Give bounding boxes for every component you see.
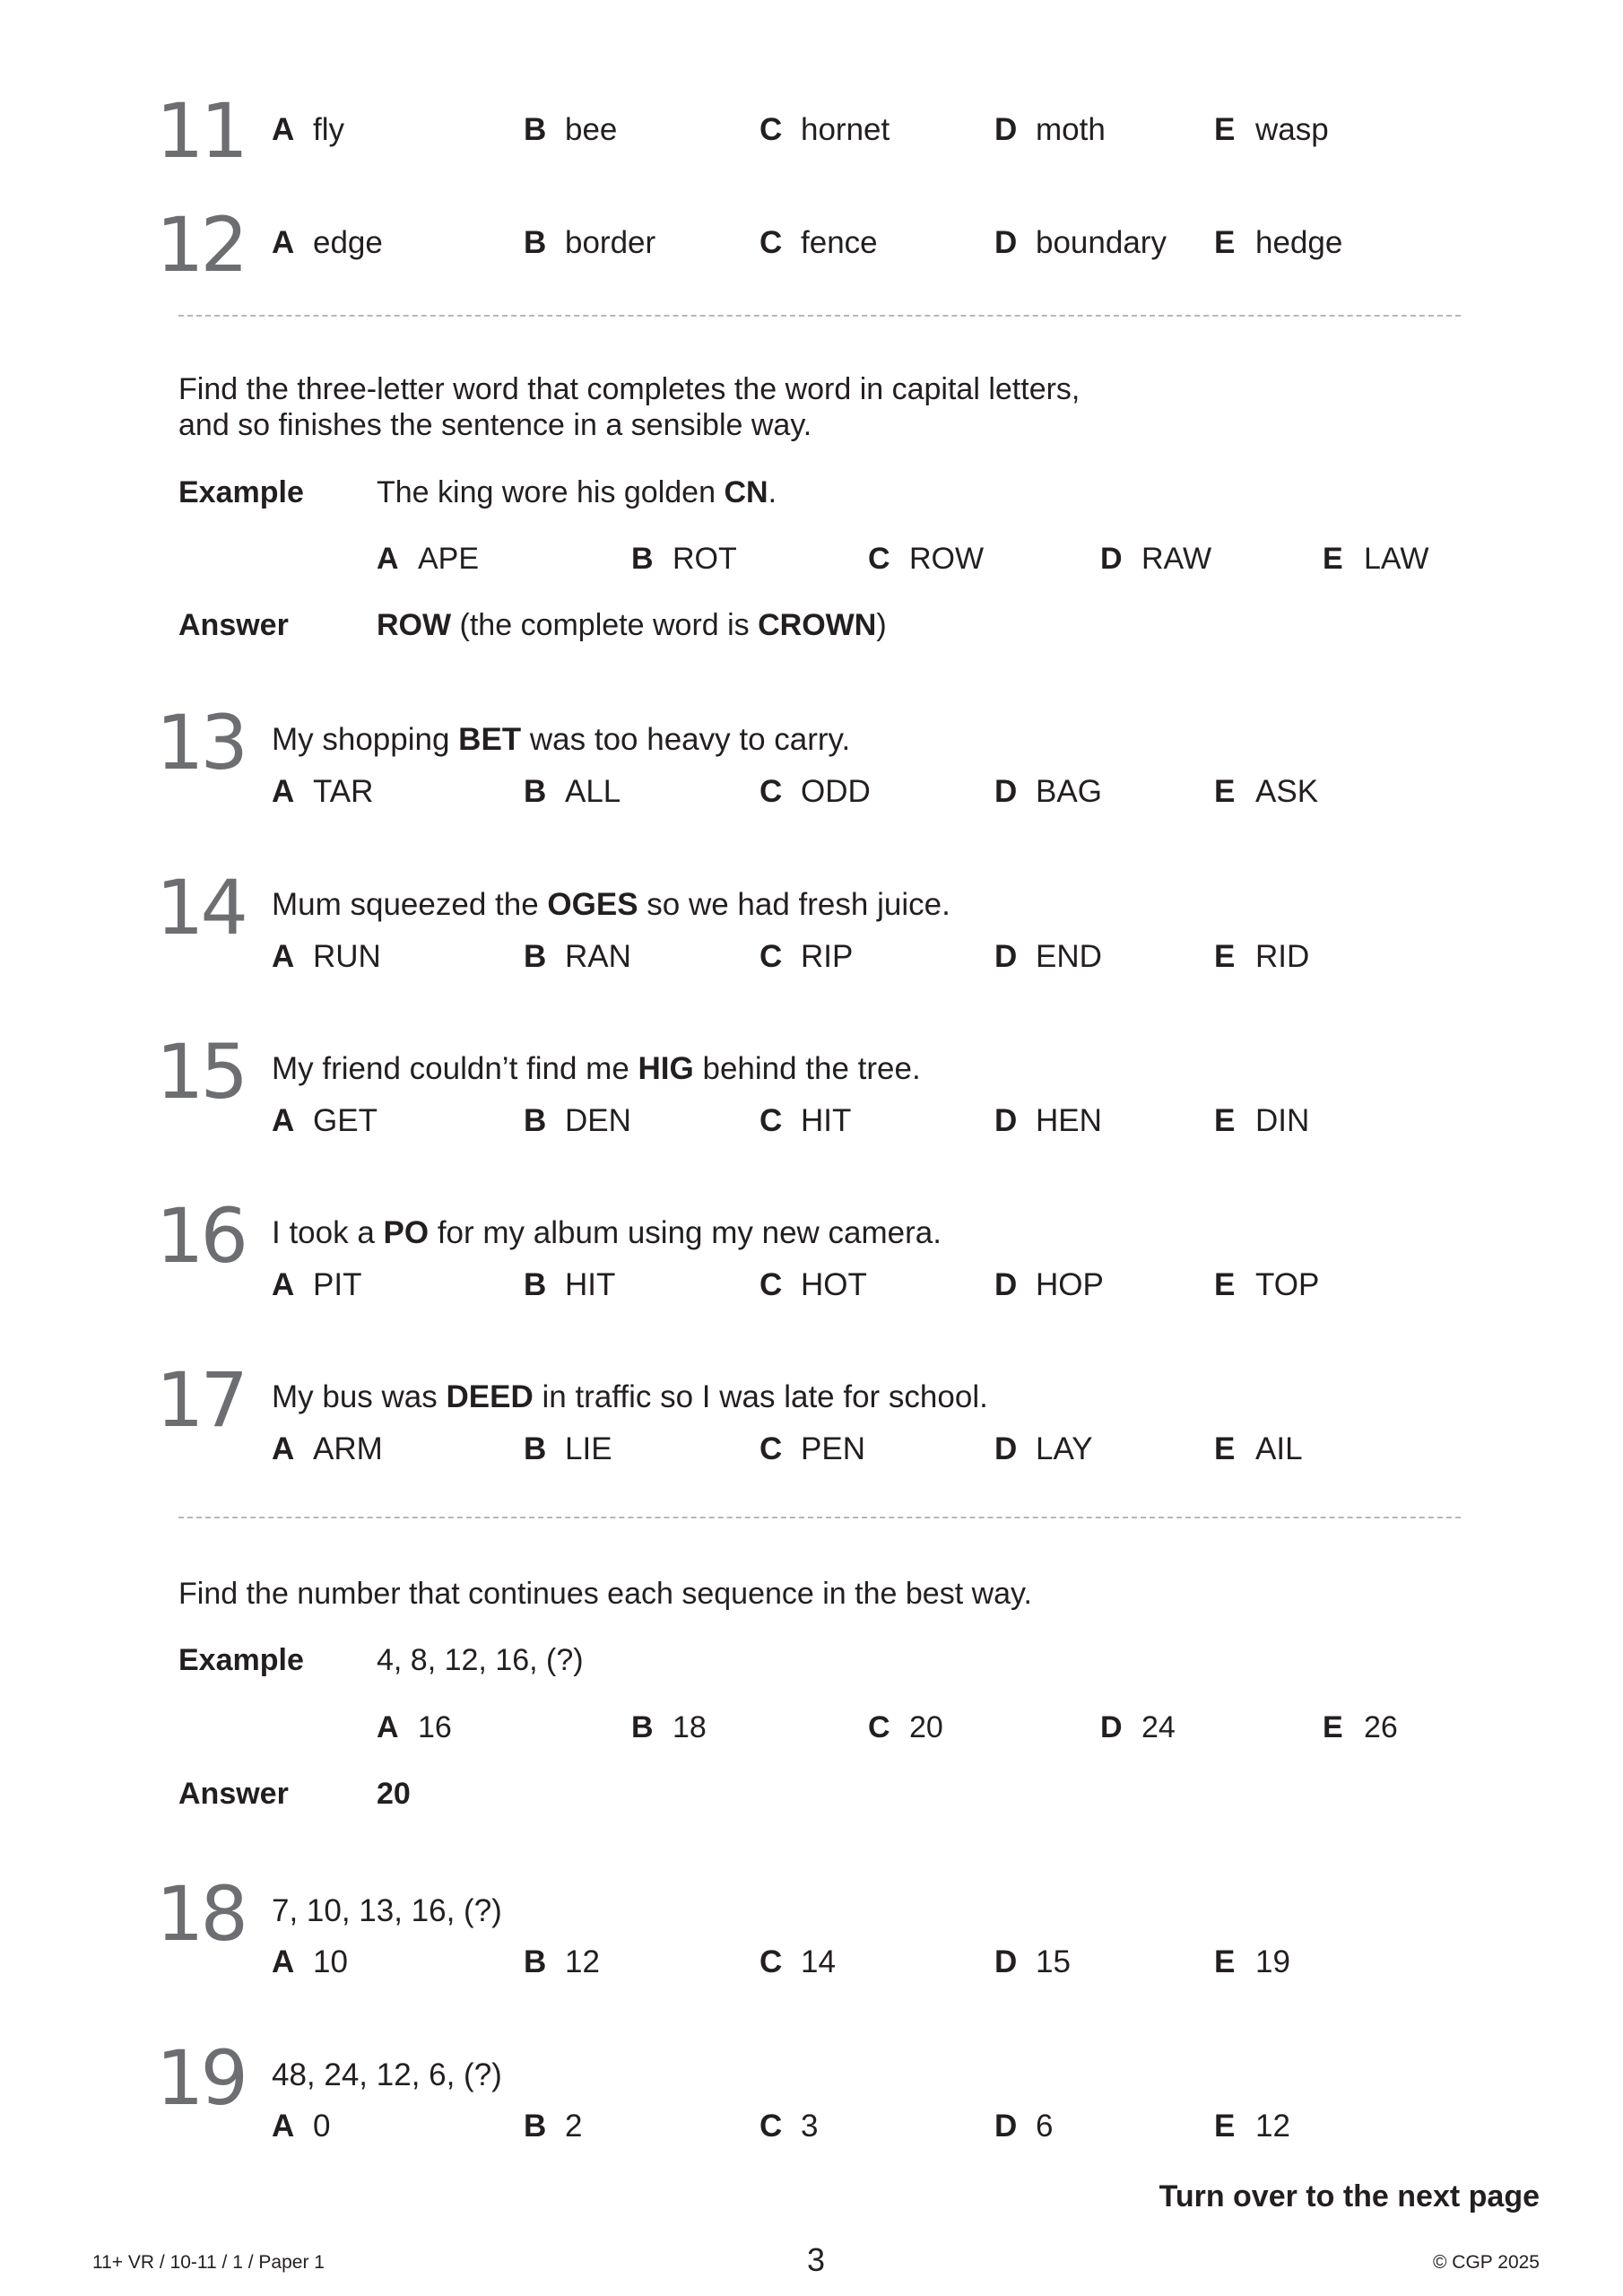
option-b[interactable]: B bee — [524, 112, 618, 147]
question-number: 12 — [156, 201, 245, 289]
option-d[interactable]: D BAG — [994, 774, 1102, 809]
option-d[interactable]: D 15 — [994, 1944, 1071, 1979]
question-number: 15 — [156, 1028, 245, 1116]
question-number: 14 — [156, 864, 245, 952]
option-d[interactable]: D HEN — [994, 1103, 1102, 1138]
paper-code: 11+ VR / 10-11 / 1 / Paper 1 — [92, 2252, 325, 2273]
option-d: D 24 — [1100, 1710, 1176, 1744]
option-d[interactable]: D 6 — [994, 2109, 1054, 2144]
option-b[interactable]: B RAN — [524, 939, 631, 974]
page-number: 3 — [806, 2241, 826, 2278]
question-number: 11 — [156, 87, 245, 175]
instruction-text: Find the number that continues each sequence in the best way. — [178, 1577, 1032, 1611]
option-a[interactable]: A PIT — [272, 1267, 362, 1302]
option-c: C 20 — [868, 1710, 943, 1744]
option-d: D RAW — [1100, 542, 1212, 576]
option-e: E LAW — [1323, 542, 1429, 576]
option-c[interactable]: C HIT — [759, 1103, 852, 1138]
question-sentence: My shopping BET was too heavy to carry. — [272, 722, 851, 757]
option-e[interactable]: E ASK — [1214, 774, 1319, 809]
option-b[interactable]: B 12 — [524, 1944, 600, 1979]
question-number: 16 — [156, 1192, 245, 1280]
question-sentence: My friend couldn’t find me HIG behind the tree. — [272, 1051, 921, 1086]
option-c[interactable]: C fence — [759, 225, 878, 260]
question-sentence: I took a PO for my album using my new camera. — [272, 1215, 942, 1250]
question-sentence: My bus was DEED in traffic so I was late for school. — [272, 1379, 988, 1414]
option-a[interactable]: A edge — [272, 225, 383, 260]
copyright-notice: © CGP 2025 — [1433, 2252, 1540, 2273]
option-a[interactable]: A RUN — [272, 939, 381, 974]
option-a[interactable]: A fly — [272, 112, 344, 147]
option-d[interactable]: D HOP — [994, 1267, 1104, 1302]
question-number: 18 — [156, 1870, 245, 1958]
example-sentence: The king wore his golden CN. — [377, 475, 777, 509]
example-sequence: 4, 8, 12, 16, (?) — [377, 1643, 584, 1677]
answer-label: Answer — [178, 1777, 289, 1811]
option-c: C ROW — [868, 542, 985, 576]
option-b[interactable]: B ALL — [524, 774, 621, 809]
option-d[interactable]: D END — [994, 939, 1102, 974]
option-c[interactable]: C PEN — [759, 1431, 865, 1466]
option-e[interactable]: E TOP — [1214, 1267, 1320, 1302]
option-c[interactable]: C 14 — [759, 1944, 836, 1979]
option-c[interactable]: C ODD — [759, 774, 871, 809]
option-b[interactable]: B border — [524, 225, 656, 260]
option-e[interactable]: E RID — [1214, 939, 1310, 974]
option-b[interactable]: B LIE — [524, 1431, 612, 1466]
option-b: B ROT — [631, 542, 737, 576]
option-a[interactable]: A GET — [272, 1103, 378, 1138]
option-a[interactable]: A 10 — [272, 1944, 348, 1979]
option-e[interactable]: E wasp — [1214, 112, 1329, 147]
option-a[interactable]: A TAR — [272, 774, 374, 809]
section-divider — [178, 315, 1461, 317]
option-d[interactable]: D LAY — [994, 1431, 1093, 1466]
turn-over-note: Turn over to the next page — [1159, 2179, 1540, 2213]
question-number: 13 — [156, 699, 245, 787]
option-d[interactable]: D boundary — [994, 225, 1167, 260]
example-label: Example — [178, 475, 304, 509]
example-label: Example — [178, 1643, 304, 1677]
option-b: B 18 — [631, 1710, 707, 1744]
option-c[interactable]: C 3 — [759, 2109, 819, 2144]
example-answer: 20 — [377, 1777, 411, 1811]
question-sequence: 7, 10, 13, 16, (?) — [272, 1893, 502, 1928]
option-e[interactable]: E 12 — [1214, 2109, 1290, 2144]
option-e: E 26 — [1323, 1710, 1398, 1744]
option-a[interactable]: A 0 — [272, 2109, 331, 2144]
question-sequence: 48, 24, 12, 6, (?) — [272, 2057, 502, 2092]
option-b[interactable]: B DEN — [524, 1103, 631, 1138]
question-number: 19 — [156, 2034, 245, 2122]
option-b[interactable]: B HIT — [524, 1267, 616, 1302]
example-answer: ROW (the complete word is CROWN) — [377, 608, 887, 642]
option-a: A APE — [377, 542, 480, 576]
option-a: A 16 — [377, 1710, 452, 1744]
option-b[interactable]: B 2 — [524, 2109, 583, 2144]
option-c[interactable]: C hornet — [759, 112, 890, 147]
option-c[interactable]: C HOT — [759, 1267, 867, 1302]
option-d[interactable]: D moth — [994, 112, 1106, 147]
option-e[interactable]: E 19 — [1214, 1944, 1290, 1979]
option-e[interactable]: E DIN — [1214, 1103, 1310, 1138]
instruction-text: and so finishes the sentence in a sensible way. — [178, 408, 812, 442]
option-c[interactable]: C RIP — [759, 939, 854, 974]
option-e[interactable]: E hedge — [1214, 225, 1343, 260]
question-number: 17 — [156, 1356, 245, 1444]
option-e[interactable]: E AIL — [1214, 1431, 1303, 1466]
option-a[interactable]: A ARM — [272, 1431, 383, 1466]
answer-label: Answer — [178, 608, 289, 642]
section-divider — [178, 1517, 1461, 1518]
question-sentence: Mum squeezed the OGES so we had fresh juice. — [272, 887, 950, 922]
instruction-text: Find the three-letter word that completes the word in capital letters, — [178, 372, 1081, 406]
